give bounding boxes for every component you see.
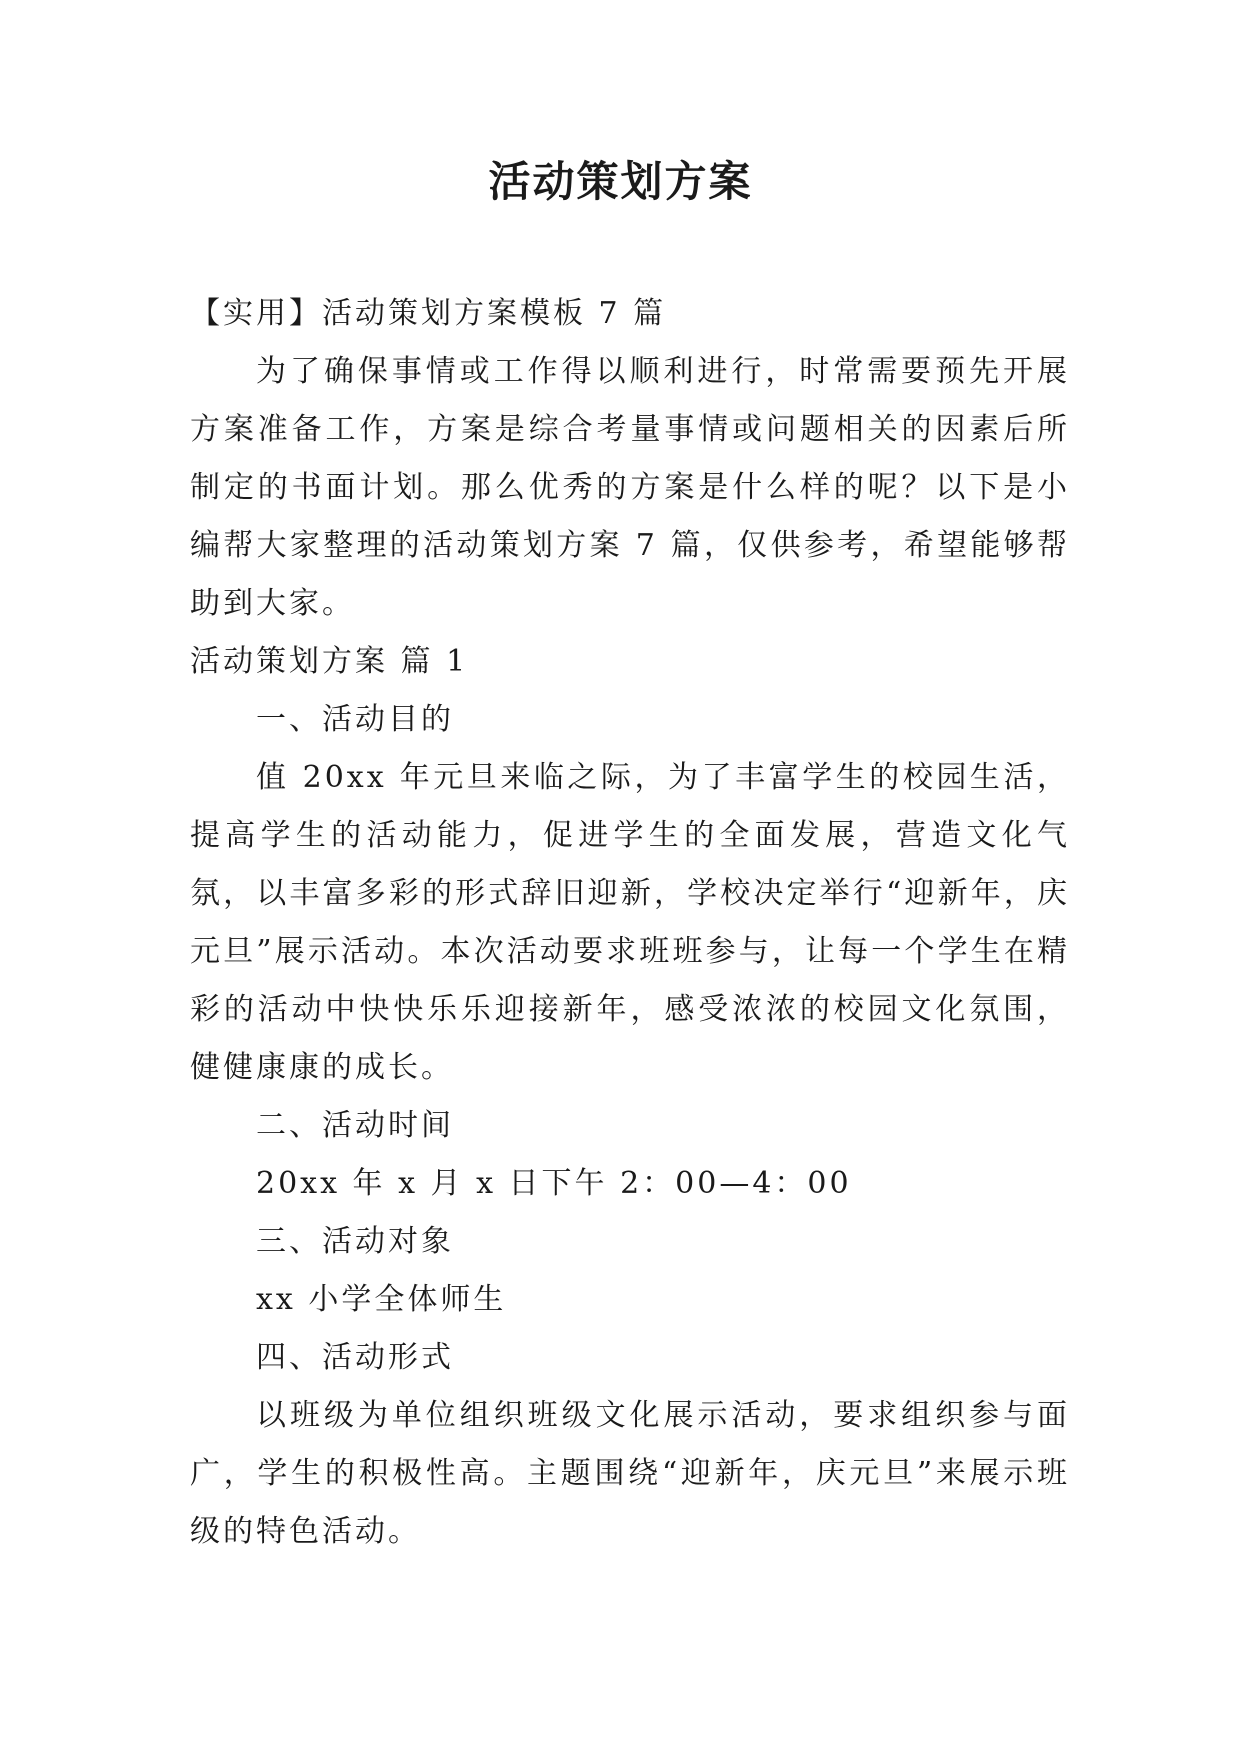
intro-paragraph: 为了确保事情或工作得以顺利进行，时常需要预先开展方案准备工作，方案是综合考量事情或问题相关的因素后所制定的书面计划。那么优秀的方案是什么样的呢？以下是小编帮大家整理的活动策划方案 7 篇，仅供参考，希望能够帮助到大家。 xyxy=(190,354,1070,621)
document-body xyxy=(190,285,1070,1561)
section2-heading: 二、活动时间 xyxy=(256,1108,454,1143)
section1-heading: 一、活动目的 xyxy=(256,702,454,737)
section1-body: 值 20xx 年元旦来临之际，为了丰富学生的校园生活，提高学生的活动能力，促进学生的全面发展，营造文化气氛，以丰富多彩的形式辞旧迎新，学校决定举行“迎新年，庆元旦”展示活动。本次活动要求班班参与，让每一个学生在精彩的活动中快快乐乐迎接新年，感受浓浓的校园文化氛围，健健康康的成长。 xyxy=(190,760,1070,1085)
section3-heading: 三、活动对象 xyxy=(256,1224,454,1259)
section4-body: 以班级为单位组织班级文化展示活动，要求组织参与面广，学生的积极性高。主题围绕“迎新年，庆元旦”来展示班级的特色活动。 xyxy=(190,1398,1070,1549)
section2-body: 20xx 年 x 月 x 日下午 2：00—4：00 xyxy=(256,1166,852,1201)
section-heading: 活动策划方案 篇 1 xyxy=(190,644,469,679)
document-title: 活动策划方案 xyxy=(488,157,753,206)
section3-body: xx 小学全体师生 xyxy=(256,1282,507,1317)
section4-heading: 四、活动形式 xyxy=(256,1340,454,1375)
document-subtitle: 【实用】活动策划方案模板 7 篇 xyxy=(190,296,667,331)
